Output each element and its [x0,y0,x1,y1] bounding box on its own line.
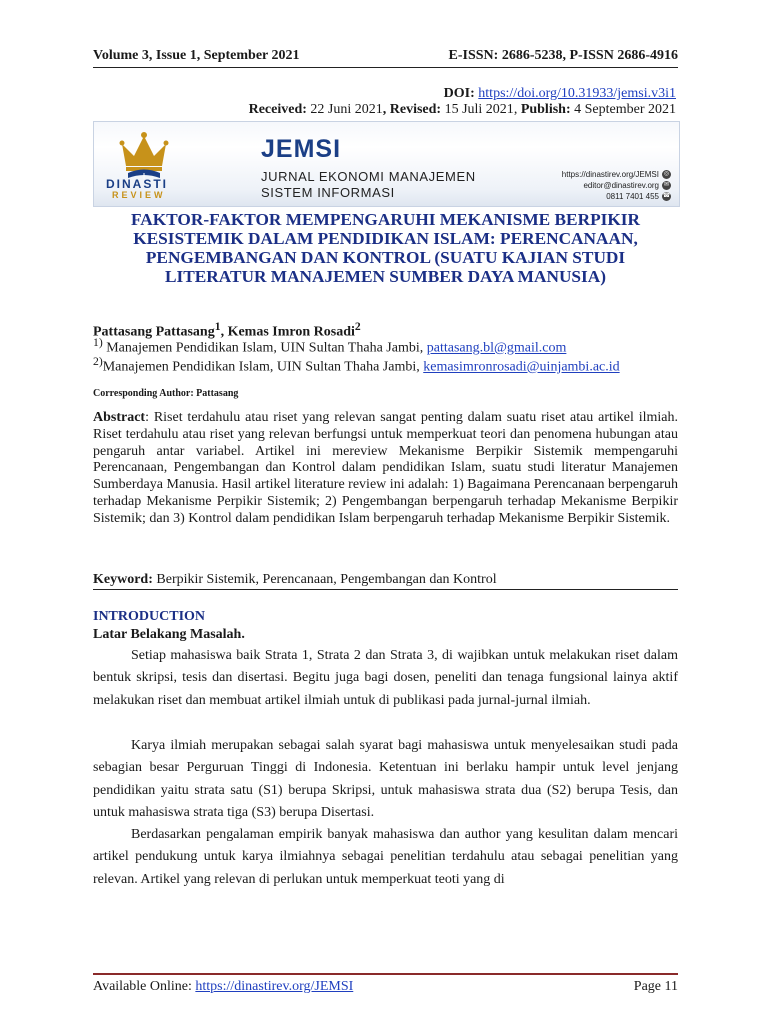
publish-date: 4 September 2021 [574,102,676,117]
title-line: LITERATUR MANAJEMEN SUMBER DAYA MANUSIA) [164,267,607,286]
title-line: KESISTEMIK DALAM PENDIDIKAN ISLAM: PERENCANAAN, [133,229,638,248]
doi-link[interactable]: https://doi.org/10.31933/jemsi.v3i1 [478,86,676,101]
title-line: FAKTOR-FAKTOR MEMPENGARUHI MEKANISME BERPIKIR [130,210,640,229]
keywords [93,572,678,590]
authors-line: Pattasang Pattasang$^1$, Kemas Imron Rosadi$^2$ [93,320,361,340]
publish-label: Publish: [520,102,571,117]
journal-name-line1: JURNAL EKONOMI MANAJEMEN [261,169,476,184]
abstract-text: : Riset terdahulu atau riset yang relevan sangat penting dalam suatu riset atau artikel ilmiah. Riset terdahulu atau riset yang relevan berfungsi untuk memperkuat teori dan penomena hubungan atau pengaruh antar variabel. Artikel ini mereview Mekanisme Berpikir Sistemik mempengaruhi Perencanaan, Pengembangan dan Kontrol dalam pendidikan Islam, suatu studi literatur Manajemen Sumberdaya Manusia. Hasil artikel literature review ini adalah: 1) Bagaimana Perencanaan berpengaruh terhadap Mekanisme Perpikir Sistemik; 2) Pengembangan berpengaruh terhadap Mekanisme Berpikir Sistemik; dan 3) Kontrol dalam pendidikan Islam berpengaruh terhadap Mekanisme Berpikir Sistemik. [93,410,678,526]
paragraph: Setiap mahasiswa baik Strata 1, Strata 2 dan Strata 3, di wajibkan untuk melakukan riset dalam bentuk skripsi, tesis dan disertasi. Begitu juga bagi dosen, peneliti dan tenaga fungsional lainya aktif melakukan riset dan membuat artikel ilmiah untuk di publikasi pada jurnal-jurnal ilmiah. [93,648,678,708]
author1-email-link[interactable]: pattasang.bl@gmail.com [426,340,567,356]
article-title [93,210,678,286]
running-header [93,48,678,64]
banner-phone: 0811 7401 455 [606,192,659,201]
header-rule [93,67,678,68]
globe-icon: ◎ [663,171,670,178]
issn-info: E-ISSN: 2686-5238, P-ISSN 2686-4916 [448,48,678,63]
paragraph: Berdasarkan pengalaman empirik banyak mahasiswa dan author yang kesulitan dalam mencari artikel pendukung untuk karya ilmiahnya sebagai penelitian terdahulu atau sebagai penelitian yang relevan. Artikel yang relevan di perlukan untuk memperkuat teoti yang di [93,827,678,887]
author-name: Kemas Imron Rosadi [227,324,355,340]
volume-info: Volume 3, Issue 1, September 2021 [93,48,300,63]
mail-icon: ✉ [663,182,670,189]
journal-acronym: JEMSI [261,135,342,163]
subsection-heading: Latar Belakang Masalah. [93,627,245,642]
page-footer [93,979,678,995]
page-number: Page 11 [633,979,678,994]
logo-name: DINASTI [106,177,168,191]
available-online: Available Online: https://dinastirev.org/JEMSI [93,979,354,994]
affiliation-1: $^{1)}$ Manajemen Pendidikan Islam, UIN Sultan Thaha Jambi, pattasang.bl@gmail.com [93,336,567,356]
corresponding-author: Corresponding Author: Pattasang [93,388,239,399]
doi-line [444,86,676,102]
keyword-text: Berpikir Sistemik, Perencanaan, Pengembangan dan Kontrol [152,572,497,587]
revised-label: Revised: [389,102,442,117]
banner-website: https://dinastirev.org/JEMSI [561,170,659,179]
doi-label: DOI: [443,86,475,101]
author-sup: 1 [214,320,221,333]
banner-email: editor@dinastirev.org [583,181,659,190]
affiliation-2: $^{2)}$Manajemen Pendidikan Islam, UIN Sultan Thaha Jambi, kemasimronrosadi@uinjambi.ac.id [93,355,620,375]
abstract-label: Abstract [93,410,146,425]
whatsapp-icon: ☎ [662,193,671,200]
dates-line: Received: 22 Juni 2021, Revised: 15 Juli 2021, Publish: 4 September 2021 [248,102,676,117]
author-sup: 2 [354,320,361,333]
section-heading: INTRODUCTION [93,609,206,624]
paragraph: Karya ilmiah merupakan sebagai salah syarat bagi mahasiswa untuk menyelesaikan studi pada sebagian besar Perguruan Tinggi di Indonesia. Ketentuan ini berlaku hampir untuk level jenjang pendidikan yaitu strata satu (S1) berupa Skripsi, untuk mahasiswa strata dua (S2) berupa Tesis, dan untuk mahasiswa strata tiga (S3) berupa Disertasi. [93,738,678,821]
revised-date: 15 Juli 2021 [444,102,514,117]
author2-email-link[interactable]: kemasimronrosadi@uinjambi.ac.id [423,359,620,375]
author-name: Pattasang Pattasang [93,324,215,340]
abstract [93,410,678,528]
banner-contact [562,169,671,202]
journal-link[interactable]: https://dinastirev.org/JEMSI [195,979,354,994]
journal-name-line2: SISTEM INFORMASI [261,185,395,200]
logo-sub: REVIEW [112,190,166,200]
received-label: Received: [248,102,307,117]
footer-rule [93,973,678,975]
title-line: PENGEMBANGAN DAN KONTROL (SUATU KAJIAN STUDI [145,248,626,267]
keyword-label: Keyword: [93,572,153,587]
received-date: 22 Juni 2021 [310,102,383,117]
journal-banner [93,121,680,207]
